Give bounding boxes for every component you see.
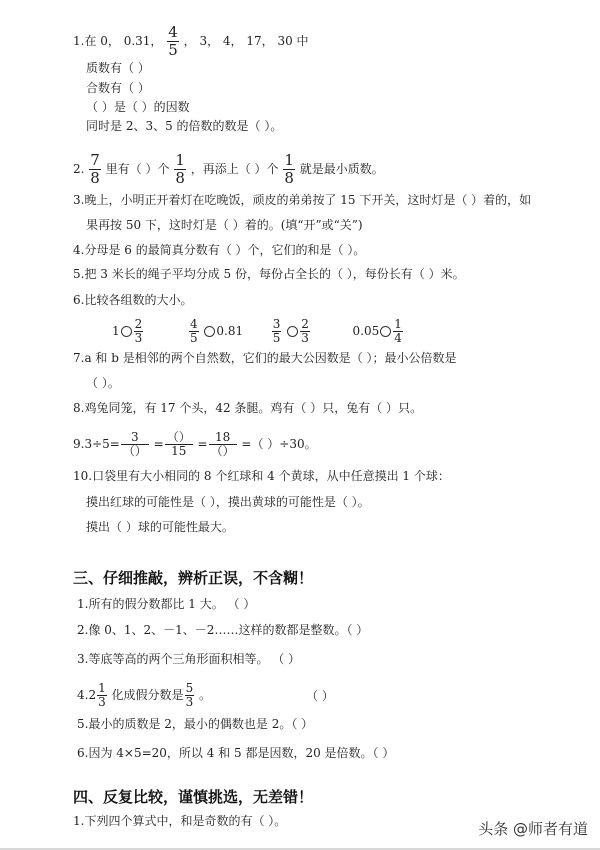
question-6-title: 6.比较各组数的大小。 xyxy=(73,293,193,307)
section-3-heading: 三、仔细推敲，辨析正误，不含糊！ xyxy=(73,569,314,587)
judge-item-2: 2.像 0、1、2、－1、－2……这样的数都是整数。（ ） xyxy=(77,623,369,637)
judge-item-3: 3.等底等高的两个三角形面积相等。 （ ） xyxy=(77,652,301,666)
question-3-line2: 果再按 50 下，这时灯是（ ）着的。(填“开”或“关”) xyxy=(86,218,363,232)
compare-item-4: 0.05 $\frac{1}{4}$ xyxy=(352,317,402,345)
fraction-4-5: $\frac{4}{5}$ xyxy=(168,23,178,59)
circle-blank xyxy=(287,326,298,337)
question-9: 9.3÷5= $\frac{3}{()}$ = $\frac{()}{15}$ = $\frac{18}{()}$ =（ ）÷30。 xyxy=(73,430,317,458)
multiple-blank: 同时是 2、3、5 的倍数的数是（ ）。 xyxy=(86,119,283,133)
question-3-line1: 3.晚上，小明正开着灯在吃晚饭，顽皮的弟弟按了 15 下开关，这时灯是（ ）着的，如 xyxy=(73,193,532,207)
judge-item-1: 1.所有的假分数都比 1 大。 （ ） xyxy=(77,597,256,611)
question-10-line3: 摸出（ ）球的可能性最大。 xyxy=(86,520,234,534)
question-5: 5.把 3 米长的绳子平均分成 5 份，每份占全长的（ ），每份长有（ ）米。 xyxy=(73,267,465,281)
circle-blank xyxy=(380,326,391,337)
question-7-line1: 7.a 和 b 是相邻的两个自然数，它们的最大公因数是（ ）；最小公倍数是 xyxy=(73,351,457,365)
question-8: 8.鸡兔同笼，有 17 个头，42 条腿。鸡有（ ）只，兔有（ ）只。 xyxy=(73,401,423,415)
comparison-row xyxy=(112,316,404,346)
fraction-7-8: $\frac{7}{8}$ xyxy=(90,151,100,187)
judge-item-4-paren: （ ） xyxy=(306,689,334,703)
fraction-1-8b: $\frac{1}{8}$ xyxy=(284,151,294,187)
compare-item-2: $\frac{4}{5}$ 0.81 xyxy=(189,317,244,345)
circle-blank xyxy=(204,326,215,337)
circle-blank xyxy=(121,326,132,337)
judge-item-4: 4.2 $\frac{1}{3}$ 化成假分数是 $\frac{5}{3}$ 。 xyxy=(77,681,212,709)
question-4: 4.分母是 6 的最简真分数有（ ）个，它们的和是（ ）。 xyxy=(73,243,366,257)
question-10-line1: 10.口袋里有大小相同的 8 个红球和 4 个黄球，从中任意摸出 1 个球： xyxy=(73,469,450,483)
judge-item-6: 6.因为 4×5=20，所以 4 和 5 都是因数，20 是倍数。（ ） xyxy=(77,746,395,760)
choice-question-1: 1.下列四个算式中，和是奇数的有（ ）。 xyxy=(73,814,287,828)
question-7-line2: （ ）。 xyxy=(86,376,120,390)
question-10-line2: 摸出红球的可能性是（ ），摸出黄球的可能性是（ ）。 xyxy=(86,495,370,509)
composite-blank: 合数有（ ） xyxy=(86,81,150,95)
factor-blank: （ ）是（ ）的因数 xyxy=(86,100,190,114)
prime-blank: 质数有（ ） xyxy=(86,61,150,75)
compare-item-3: $\frac{3}{5}$ $\frac{2}{3}$ xyxy=(272,317,309,345)
fraction-1-8: $\frac{1}{8}$ xyxy=(175,151,185,187)
watermark: 头条 @师者有道 xyxy=(478,820,588,838)
section-4-heading: 四、反复比较，谨慎挑选，无差错！ xyxy=(73,788,314,806)
question-2: 2. $\frac{7}{8}$ 里有（ ）个 $\frac{1}{8}$ ，再添上（ ）个 $\frac{1}{8}$ 就是最小质数。 xyxy=(73,151,384,187)
judge-item-5: 5.最小的质数是 2，最小的偶数也是 2。（ ） xyxy=(77,717,314,731)
compare-item-1: 1 $\frac{2}{3}$ xyxy=(112,317,143,345)
question-1-intro: 1.在 0， 0.31， $\frac{4}{5}$ ， 3， 4， 17， 30 中 xyxy=(73,23,309,59)
